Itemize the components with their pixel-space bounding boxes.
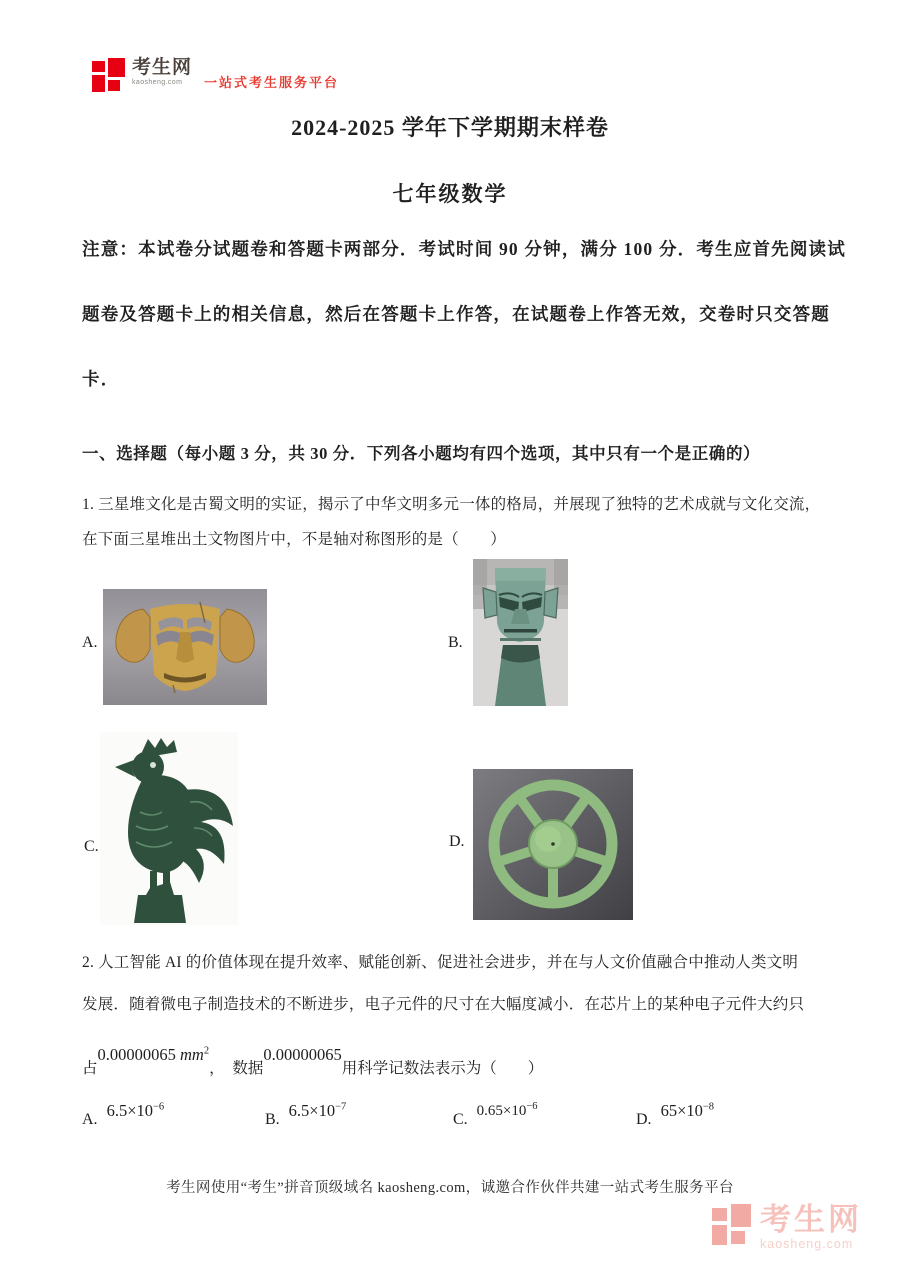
gold-mask-image <box>103 589 267 705</box>
formula-prefix: 占 <box>82 1060 98 1077</box>
question-2-line-1: 2. 人工智能 AI 的价值体现在提升效率、赋能创新、促进社会进步，并在与人文价值融合中推动人类文明 <box>82 954 799 971</box>
question-2-formula-line <box>82 1036 543 1078</box>
unit-exponent: 2 <box>203 1045 210 1057</box>
logo-domain-text: kaosheng.com <box>132 79 183 86</box>
bronze-head-image <box>473 559 568 706</box>
formula-suffix: 用科学记数法表示为（ ） <box>341 1060 544 1077</box>
bronze-wheel-image <box>473 769 633 920</box>
q2-option-c-value: $0.65\times 10^{-6}$ <box>476 1101 538 1119</box>
q1-option-c-label: C. <box>84 838 99 855</box>
q1-option-d-label: D. <box>449 833 465 850</box>
kaosheng-logo-icon <box>92 58 126 94</box>
notice-line-2: 题卷及答题卡上的相关信息，然后在答题卡上作答，在试题卷上作答无效，交卷时只交答题 <box>82 304 830 324</box>
page-subtitle: 七年级数学 <box>392 182 508 206</box>
notice-line-1: 注意：本试卷分试题卷和答题卡两部分．考试时间 90 分钟，满分 100 分．考生应首先阅读试 <box>82 239 846 259</box>
q2-option-d-label: D. <box>636 1111 652 1128</box>
q2-option-a-label: A. <box>82 1111 98 1128</box>
formula-value-2: 0.00000065 <box>263 1045 342 1064</box>
q2-option-c <box>453 1093 538 1129</box>
kaosheng-watermark-icon <box>712 1204 752 1246</box>
kaosheng-watermark <box>712 1204 862 1251</box>
q2-option-c-label: C. <box>453 1111 468 1128</box>
logo-brand-text: 考生网 <box>132 57 193 78</box>
q1-option-a-label: A. <box>82 634 98 651</box>
q2-option-b <box>265 1093 346 1129</box>
unit-mm: mm <box>180 1045 204 1064</box>
bronze-rooster-image <box>100 732 238 925</box>
formula-middle: ， 数据 <box>209 1060 264 1077</box>
logo-tagline: 一站式考生服务平台 <box>204 75 340 90</box>
footer-text: 考生网使用“考生”拼音顶级域名 kaosheng.com，诚邀合作伙伴共建一站式考生服务平台 <box>166 1180 734 1196</box>
kaosheng-logo <box>92 58 339 94</box>
q2-option-d <box>636 1093 714 1129</box>
q2-option-a <box>82 1093 164 1129</box>
formula-value-1: 0.00000065 $mm^2$ <box>97 1045 210 1064</box>
watermark-brand-text: 考生网 <box>760 1202 862 1237</box>
notice-line-3: 卡． <box>82 369 120 389</box>
q2-option-b-value: $6.5\times 10^{-7}$ <box>288 1101 347 1120</box>
page-title: 2024-2025 学年下学期期末样卷 <box>291 115 609 140</box>
q1-option-b-label: B. <box>448 634 463 651</box>
question-1-line-2: 在下面三星堆出土文物图片中，不是轴对称图形的是（ ） <box>82 531 506 548</box>
q2-option-a-value: $6.5\times 10^{-6}$ <box>106 1101 165 1120</box>
q2-option-b-label: B. <box>265 1111 280 1128</box>
question-1-line-1: 1. 三星堆文化是古蜀文明的实证，揭示了中华文明多元一体的格局，并展现了独特的艺术成就与文化交流， <box>82 496 821 513</box>
q2-option-d-value: $65\times 10^{-8}$ <box>660 1101 715 1120</box>
section-1-heading: 一、选择题（每小题 3 分，共 30 分．下列各小题均有四个选项，其中只有一个是正确的） <box>82 444 761 463</box>
question-2-line-2: 发展．随着微电子制造技术的不断进步，电子元件的尺寸在大幅度减小．在芯片上的某种电子元件大约只 <box>82 996 805 1013</box>
watermark-domain-text: kaosheng.com <box>760 1237 854 1251</box>
